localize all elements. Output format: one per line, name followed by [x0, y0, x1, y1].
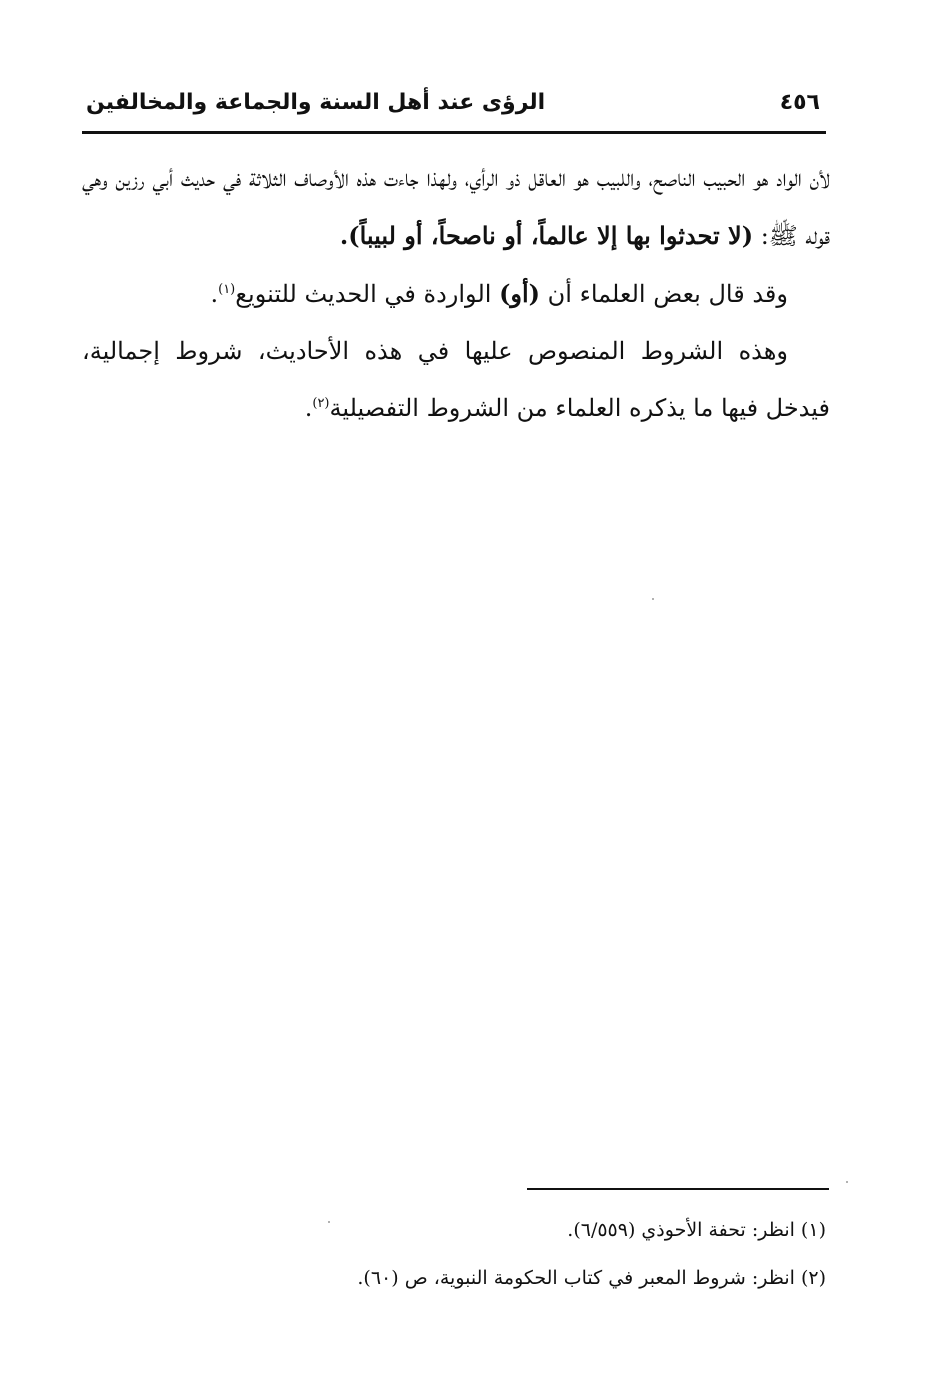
paragraph-2-text-b: الواردة في الحديث للتنويع [235, 280, 500, 308]
paragraph-3 [82, 323, 830, 437]
running-header [82, 86, 826, 126]
footnote-2: (٢) انظر: شروط المعبر في كتاب الحكومة النبوية، ص (٦٠). [357, 1267, 826, 1289]
main-text [82, 150, 830, 437]
scan-speck [328, 1221, 330, 1223]
footnote-ref-1[interactable]: (١) [218, 282, 236, 297]
running-title: الرؤى عند أهل السنة والجماعة والمخالفين [86, 90, 546, 115]
paragraph-2-end: . [210, 280, 219, 308]
footnote-rule [527, 1188, 829, 1190]
paragraph-3-end: . [304, 394, 313, 422]
footnote-1: (١) انظر: تحفة الأحوذي (٦/٥٥٩). [567, 1219, 826, 1241]
hadith-quote: (لا تحدثوا بها إلا عالماً، أو ناصحاً، أو لبيباً). [339, 221, 754, 250]
paragraph-2 [82, 265, 830, 323]
scan-speck [846, 1181, 848, 1183]
paragraph-1-text: لأن الواد هو الحبيب الناصح، واللبيب هو العاقل ذو الرأي، ولهذا جاءت هذه الأوصاف الثلاثة في حديث أبي رزين وهي قوله ﷺ: [82, 164, 830, 250]
paragraph-1 [82, 150, 830, 265]
paragraph-3-text: وهذه الشروط المنصوص عليها في هذه الأحاديث، شروط إجمالية، فيدخل فيها ما يذكره العلماء من الشروط التفصيلية [82, 337, 830, 422]
scan-speck [652, 598, 654, 600]
bold-term: (أو) [499, 279, 541, 308]
page-number: ٤٥٦ [779, 90, 820, 115]
footnote-ref-2[interactable]: (٢) [312, 396, 330, 411]
paragraph-2-text-a: وقد قال بعض العلماء أن [540, 280, 788, 308]
header-rule [82, 131, 826, 134]
footnotes [82, 1206, 826, 1302]
